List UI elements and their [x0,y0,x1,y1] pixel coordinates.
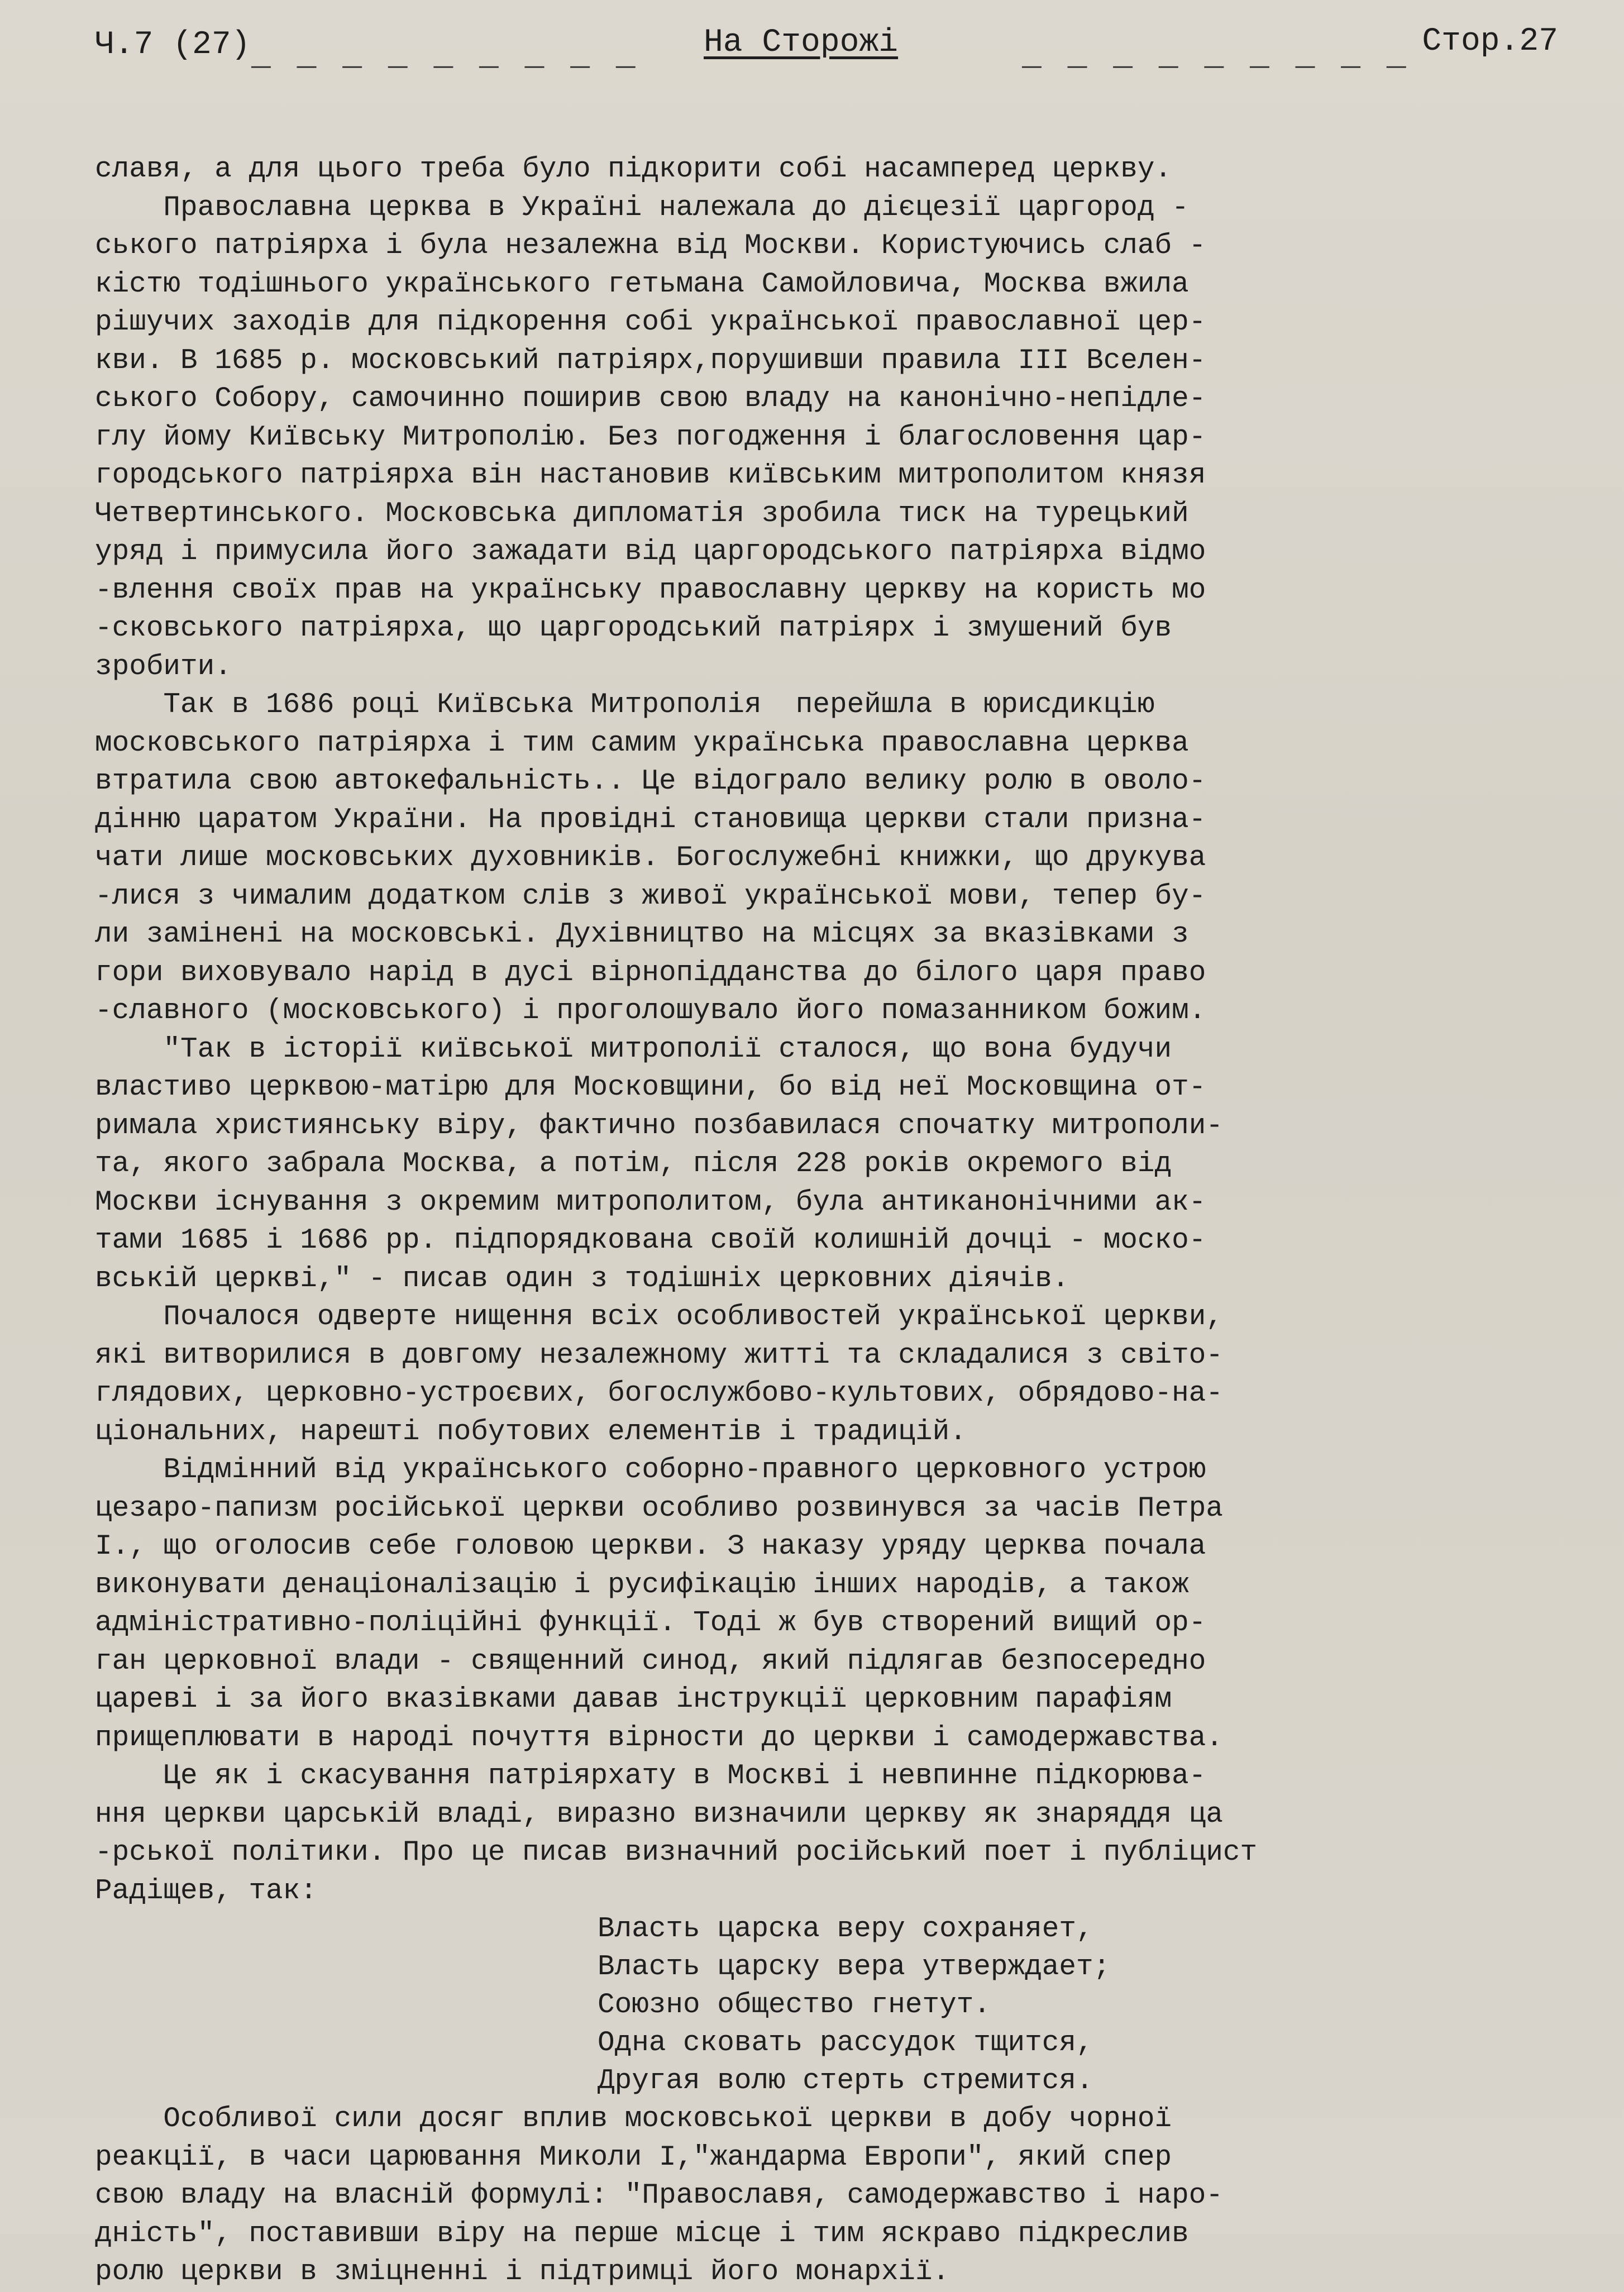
text-line: ського Собору, самочинно поширив свою владу на канонічно-непідле- [95,383,1206,415]
text-line: -влення своїх прав на українську православну церкву на користь мо [95,574,1206,607]
header-rule-left: _ _ _ _ _ _ _ _ _ [251,38,639,74]
text-line: уряд і примусила його зажадати від царгородського патріярха відмо [95,536,1206,568]
text-line: римала християнську віру, фактично позбавилася спочатку митрополи- [95,1110,1223,1142]
poem-line: Одна сковать рассудок тщится, [598,2027,1093,2059]
text-line: ли замінені на московські. Духівництво на місцях за вказівками з [95,919,1189,951]
text-line: дінню царатом України. На провідні становища церкви стали призна- [95,804,1206,836]
text-line: Четвертинського. Московська дипломатія зробила тиск на турецький [95,498,1189,530]
text-line: ння церкви царській владі, виразно визначили церкву як знаряддя ца [95,1798,1223,1831]
text-line: рішучих заходів для підкорення собі української православної цер- [95,307,1206,338]
text-line: I., що оголосив себе головою церкви. З наказу уряду церква почала [95,1531,1206,1563]
text-line: зробити. [95,651,232,683]
text-line: ролю церкви в зміцненні і підтримці його монархії. [95,2256,950,2288]
text-line: ціональних, нарешті побутових елементів і традицій. [95,1416,967,1448]
issue-number: Ч.7 (27) [95,27,251,63]
text-line: тами 1685 і 1686 рр. підпорядкована своїй колишній дочці - моско- [95,1225,1206,1257]
text-line: -лися з чималим додатком слів з живої української мови, тепер бу- [95,880,1206,913]
text-line: вській церкві," - писав один з тодішніх церковних діячів. [95,1263,1069,1295]
poem-line: Власть царску вера утверждает; [598,1951,1111,1983]
text-line: глу йому Київську Митрополію. Без погодження і благословення цар- [95,421,1206,453]
text-line: цезаро-папизм російської церкви особливо розвинувся за часів Петра [95,1492,1223,1525]
text-line: -славного (московського) і проголошувало його помазанником божим. [95,995,1206,1027]
text-line: реакції, в часи царювання Миколи I,"жандарма Европи", який спер [95,2141,1172,2174]
text-line: славя, а для цього треба було підкорити собі насамперед церкву. [95,154,1172,185]
text-line: Москви існування з окремим митрополитом, була антиканонічними ак- [95,1186,1206,1219]
text-line: які витворилися в довгому незалежному житті та складалися з світо- [95,1339,1223,1372]
text-line: глядових, церковно-устроєвих, богослужбово-культових, обрядово-на- [95,1378,1223,1410]
header-rule-right: _ _ _ _ _ _ _ _ _ [1022,38,1410,74]
text-line: свою владу на власній формулі: "Православя, самодержавство і наро- [95,2180,1223,2212]
poem-line: Другая волю стерть стремится. [598,2065,1093,2097]
text-line: чати лише московських духовників. Богослужебні книжки, що друкува [95,842,1206,874]
text-line: втратила свою автокефальність.. Це відограло велику ролю в оволо- [95,766,1206,798]
text-line: Радіщев, так: [95,1875,317,1907]
text-line: Православна церква в Україні належала до дієцезії царгород - [95,192,1189,224]
text-line: Відмінний від українського соборно-правного церковного устрою [95,1454,1206,1486]
journal-title: На Сторожі [704,25,899,61]
poem-line: Власть царска веру сохраняет, [598,1913,1093,1945]
text-line: ського патріярха і була незалежна від Москви. Користуючись слаб - [95,230,1206,262]
body-text [95,151,1558,2292]
poem-quote [95,1911,1558,2100]
text-line: Це як і скасування патріярхату в Москві і невпинне підкорюва- [95,1760,1206,1792]
text-line: властиво церквою-матірю для Московщини, бо від неї Московщина от- [95,1072,1206,1104]
text-line: адміністративно-поліційні функції. Тоді ж був створений вищий ор- [95,1607,1206,1639]
text-line: кви. В 1685 р. московський патріярх,порушивши правила III Вселен- [95,345,1206,377]
text-line: "Так в історії київської митрополії сталося, що вона будучи [95,1033,1172,1066]
text-line: гори виховувало нарід в дусі вірнопідданства до білого царя право [95,957,1206,989]
text-line: дність", поставивши віру на перше місце і тим яскраво підкреслив [95,2218,1189,2250]
text-line: Особливої сили досяг вплив московської церкви в добу чорної [95,2103,1172,2135]
text-line: -сковського патріярха, що царгородський патріярх і змушений був [95,613,1172,644]
text-line: -рської політики. Про це писав визначний російський поет і публіцист [95,1837,1258,1869]
text-line: московського патріярха і тим самим українська православна церква [95,727,1189,760]
text-line: кістю тодішнього українського гетьмана Самойловича, Москва вжила [95,268,1189,300]
text-line: цареві і за його вказівками давав інструкції церковним парафіям [95,1684,1172,1716]
text-line: виконувати денаціоналізацію і русифікацію інших народів, а також [95,1569,1189,1601]
text-line: та, якого забрала Москва, а потім, після 228 років окремого від [95,1148,1172,1180]
page-number: Стор.27 [1422,23,1558,60]
poem-line: Союзно общество гнетут. [598,1989,991,2021]
page-header [95,21,1558,83]
text-line: ган церковної влади - священний синод, який підлягав безпосередно [95,1645,1206,1678]
text-line: Так в 1686 році Київська Митрополія перейшла в юрисдикцію [95,689,1155,721]
text-line: прищеплювати в народі почуття вірности до церкви і самодержавства. [95,1722,1223,1754]
text-line: Почалося одверте нищення всіх особливостей української церкви, [95,1301,1223,1333]
text-line: городського патріярха він настановив київським митрополитом князя [95,460,1206,491]
